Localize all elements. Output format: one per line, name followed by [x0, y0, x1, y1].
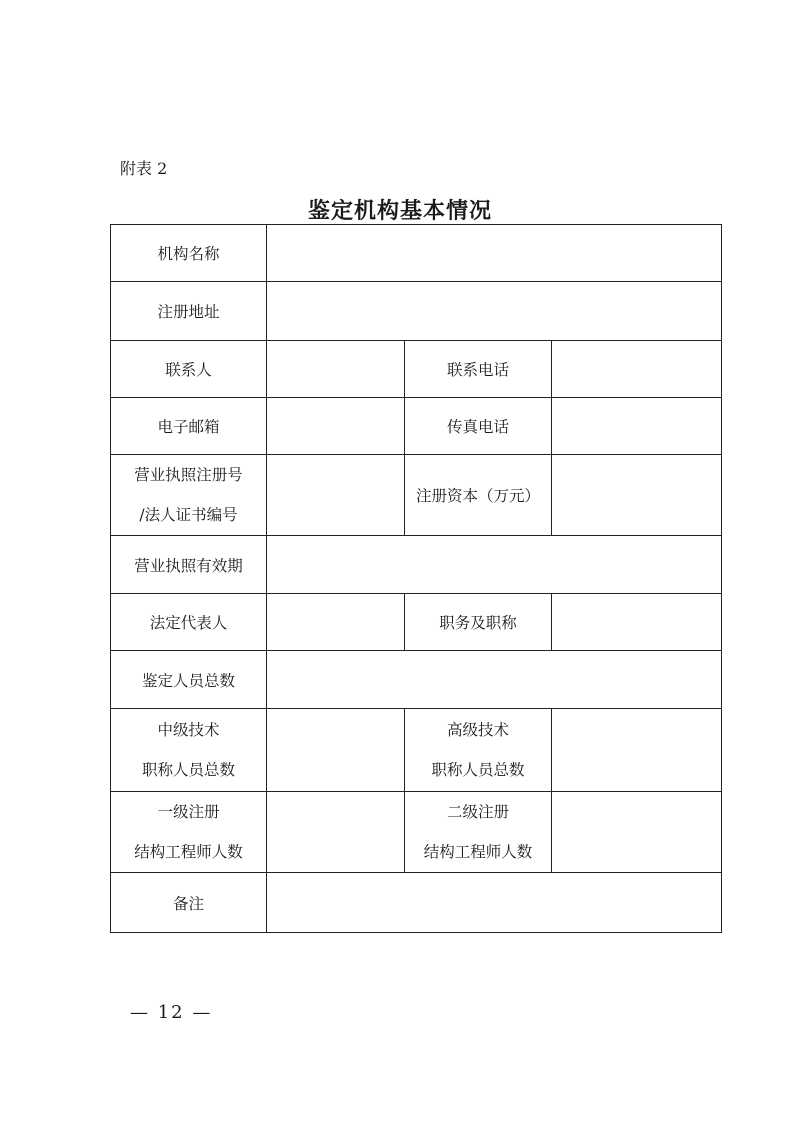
- table-row: [111, 282, 722, 341]
- class2-engineers-label: [405, 792, 552, 873]
- contact-person-field[interactable]: [267, 341, 405, 398]
- table-row: [111, 651, 722, 709]
- reg-address-label: 注册地址: [111, 282, 267, 341]
- table-row: [111, 536, 722, 594]
- mid-tech-label-line1: 中级技术: [157, 721, 220, 739]
- contact-phone-field[interactable]: [552, 341, 722, 398]
- class1-engineers-label-line2: 结构工程师人数: [134, 843, 243, 861]
- legal-rep-label: 法定代表人: [111, 594, 267, 651]
- page-number: — 12 —: [130, 1002, 213, 1023]
- mid-tech-label: [111, 709, 267, 792]
- class2-engineers-label-line2: 结构工程师人数: [423, 843, 533, 861]
- license-no-field[interactable]: [267, 455, 405, 536]
- class1-engineers-field[interactable]: [267, 792, 405, 873]
- class2-engineers-field[interactable]: [552, 792, 722, 873]
- license-no-label: [111, 455, 267, 536]
- total-appraisers-label: 鉴定人员总数: [111, 651, 267, 709]
- license-validity-field[interactable]: [267, 536, 722, 594]
- position-title-label: 职务及职称: [405, 594, 552, 651]
- table-row: [111, 225, 722, 282]
- total-appraisers-field[interactable]: [267, 651, 722, 709]
- class2-engineers-label-line1: 二级注册: [446, 803, 509, 821]
- remarks-label: 备注: [111, 873, 267, 933]
- reg-capital-field[interactable]: [552, 455, 722, 536]
- table-row: [111, 709, 722, 792]
- senior-tech-field[interactable]: [552, 709, 722, 792]
- table-row: [111, 792, 722, 873]
- license-no-label-line2: /法人证书编号: [139, 506, 238, 524]
- contact-phone-label: 联系电话: [405, 341, 552, 398]
- page-title: 鉴定机构基本情况: [307, 198, 492, 224]
- legal-rep-field[interactable]: [267, 594, 405, 651]
- email-label: 电子邮箱: [111, 398, 267, 455]
- class1-engineers-label-line1: 一级注册: [157, 803, 220, 821]
- table-row: [111, 873, 722, 933]
- class1-engineers-label: [111, 792, 267, 873]
- reg-address-field[interactable]: [267, 282, 722, 341]
- info-form-table: [110, 224, 722, 933]
- remarks-field[interactable]: [267, 873, 722, 933]
- senior-tech-label: [405, 709, 552, 792]
- contact-person-label: 联系人: [111, 341, 267, 398]
- table-row: [111, 398, 722, 455]
- fax-label: 传真电话: [405, 398, 552, 455]
- senior-tech-label-line1: 高级技术: [446, 721, 509, 739]
- license-no-label-line1: 营业执照注册号: [134, 466, 243, 484]
- reg-capital-label: 注册资本（万元）: [405, 455, 552, 536]
- fax-field[interactable]: [552, 398, 722, 455]
- position-title-field[interactable]: [552, 594, 722, 651]
- senior-tech-label-line2: 职称人员总数: [431, 761, 525, 779]
- email-field[interactable]: [267, 398, 405, 455]
- table-row: [111, 455, 722, 536]
- table-row: [111, 341, 722, 398]
- mid-tech-field[interactable]: [267, 709, 405, 792]
- mid-tech-label-line2: 职称人员总数: [141, 761, 235, 779]
- license-validity-label: 营业执照有效期: [111, 536, 267, 594]
- table-row: [111, 594, 722, 651]
- annex-label: 附表 2: [120, 159, 168, 178]
- org-name-field[interactable]: [267, 225, 722, 282]
- org-name-label: 机构名称: [111, 225, 267, 282]
